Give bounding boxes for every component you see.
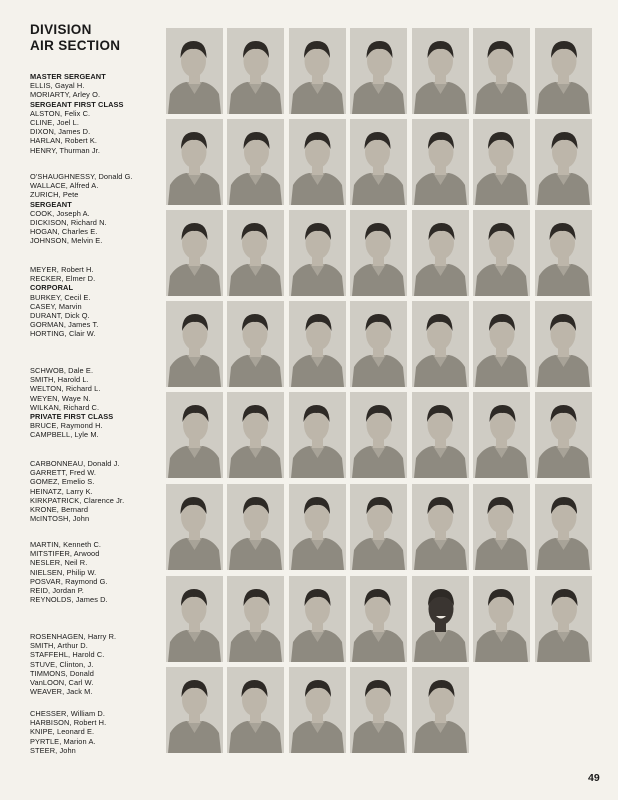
portrait-image — [166, 301, 223, 387]
portrait-photo — [289, 119, 346, 205]
portrait-image — [227, 301, 284, 387]
portrait-photo — [350, 392, 407, 478]
portrait-image — [227, 667, 284, 753]
member-name: WILKAN, Richard C. — [30, 402, 100, 412]
member-name: COOK, Joseph A. — [30, 208, 90, 218]
member-name: DURANT, Dick Q. — [30, 311, 90, 321]
portrait-image — [535, 576, 592, 662]
portrait-photo — [166, 484, 223, 570]
member-name: HARBISON, Robert H. — [30, 718, 107, 728]
member-name: DICKISON, Richard N. — [30, 218, 107, 228]
member-name: ZURICH, Pete — [30, 190, 79, 200]
member-name: STUVE, Clinton, J. — [30, 659, 94, 669]
portrait-image — [166, 119, 223, 205]
member-name: HORTING, Clair W. — [30, 329, 96, 339]
member-name: KNIPE, Leonard E. — [30, 727, 95, 737]
portrait-image — [289, 392, 346, 478]
portrait-image — [350, 119, 407, 205]
member-name: ALSTON, Felix C. — [30, 108, 91, 118]
portrait-image — [412, 301, 469, 387]
portrait-image — [473, 28, 530, 114]
portrait-image — [350, 392, 407, 478]
roster-group — [30, 172, 162, 246]
portrait-image — [166, 576, 223, 662]
member-name: BRUCE, Raymond H. — [30, 421, 103, 431]
member-name: VanLOON, Carl W. — [30, 678, 94, 688]
roster-group — [30, 540, 162, 604]
member-name: REID, Jordan P. — [30, 586, 84, 596]
member-name: MEYER, Robert H. — [30, 265, 94, 274]
portrait-photo — [473, 484, 530, 570]
portrait-photo — [227, 576, 284, 662]
portrait-image — [535, 301, 592, 387]
portrait-image — [289, 301, 346, 387]
portrait-photo — [535, 301, 592, 387]
page-title — [30, 22, 120, 54]
member-name: HARLAN, Robert K. — [30, 136, 98, 146]
portrait-image — [289, 576, 346, 662]
member-name: STEER, John — [30, 745, 76, 755]
member-name: SMITH, Arthur D. — [30, 641, 88, 651]
portrait-photo — [473, 301, 530, 387]
portrait-photo — [412, 119, 469, 205]
member-name: CLINE, Joel L. — [30, 118, 80, 128]
portrait-image — [227, 210, 284, 296]
portrait-image — [227, 576, 284, 662]
member-name: KRONE, Bernard — [30, 505, 89, 515]
portrait-photo — [227, 210, 284, 296]
roster-group — [30, 265, 162, 339]
portrait-photo — [473, 392, 530, 478]
portrait-image — [412, 392, 469, 478]
portrait-photo — [535, 484, 592, 570]
portrait-image — [166, 484, 223, 570]
portrait-image — [473, 484, 530, 570]
portrait-photo — [412, 28, 469, 114]
portrait-photo — [166, 576, 223, 662]
member-name: CARBONNEAU, Donald J. — [30, 459, 120, 468]
portrait-photo — [289, 210, 346, 296]
portrait-image — [350, 210, 407, 296]
portrait-photo — [166, 210, 223, 296]
member-name: RECKER, Elmer D. — [30, 274, 96, 284]
member-name: BURKEY, Cecil E. — [30, 292, 91, 302]
member-name: STAFFEHL, Harold C. — [30, 650, 105, 660]
member-name: ELLIS, Gayal H. — [30, 81, 85, 91]
portrait-image — [289, 484, 346, 570]
portrait-photo — [535, 392, 592, 478]
portrait-image — [412, 576, 469, 662]
portrait-photo — [473, 576, 530, 662]
member-name: NESLER, Neil R. — [30, 558, 88, 568]
member-name: NIELSEN, Philip W. — [30, 567, 97, 577]
portrait-photo — [350, 28, 407, 114]
portrait-image — [227, 484, 284, 570]
portrait-image — [350, 484, 407, 570]
portrait-image — [227, 119, 284, 205]
portrait-photo — [166, 667, 223, 753]
member-name: CHESSER, William D. — [30, 709, 105, 718]
portrait-photo — [412, 392, 469, 478]
portrait-image — [350, 301, 407, 387]
portrait-photo — [473, 210, 530, 296]
portrait-image — [473, 392, 530, 478]
portrait-photo — [473, 119, 530, 205]
portrait-photo — [412, 210, 469, 296]
member-name: PYRTLE, Marion A. — [30, 736, 96, 746]
title-line-2: AIR SECTION — [30, 38, 121, 53]
portrait-photo — [412, 667, 469, 753]
member-name: O'SHAUGHNESSY, Donald G. — [30, 172, 133, 181]
portrait-image — [535, 392, 592, 478]
portrait-image — [289, 210, 346, 296]
rank-heading: SERGEANT FIRST CLASS — [30, 99, 124, 109]
portrait-image — [412, 28, 469, 114]
portrait-photo — [350, 210, 407, 296]
portrait-photo — [227, 484, 284, 570]
rank-heading: PRIVATE FIRST CLASS — [30, 412, 114, 422]
member-name: CAMPBELL, Lyle M. — [30, 430, 99, 440]
member-name: GORMAN, James T. — [30, 320, 99, 330]
portrait-photo — [227, 119, 284, 205]
portrait-photo — [535, 28, 592, 114]
portrait-image — [412, 119, 469, 205]
member-name: WELTON, Richard L. — [30, 384, 101, 394]
portrait-image — [473, 210, 530, 296]
member-name: GARRETT, Fred W. — [30, 468, 97, 478]
portrait-image — [535, 119, 592, 205]
portrait-photo — [289, 484, 346, 570]
portrait-photo — [227, 28, 284, 114]
rank-heading: SERGEANT — [30, 199, 72, 209]
portrait-photo — [166, 301, 223, 387]
member-name: WEAVER, Jack M. — [30, 687, 93, 697]
rank-heading: CORPORAL — [30, 283, 74, 293]
portrait-photo — [166, 28, 223, 114]
member-name: MITSTIFER, Arwood — [30, 549, 100, 559]
portrait-photo — [289, 392, 346, 478]
member-name: HEINATZ, Larry K. — [30, 486, 93, 496]
member-name: TIMMONS, Donald — [30, 668, 94, 678]
member-name: GOMEZ, Emelio S. — [30, 477, 95, 487]
roster-group — [30, 459, 162, 523]
portrait-photo — [350, 301, 407, 387]
portrait-photo — [412, 301, 469, 387]
member-name: DIXON, James D. — [30, 127, 91, 137]
portrait-photo — [289, 301, 346, 387]
portrait-image — [412, 210, 469, 296]
member-name: MORIARTY, Arley O. — [30, 90, 101, 100]
portrait-image — [350, 667, 407, 753]
portrait-photo — [535, 576, 592, 662]
portrait-image — [166, 28, 223, 114]
portrait-image — [350, 576, 407, 662]
portrait-photo — [350, 484, 407, 570]
member-name: HENRY, Thurman Jr. — [30, 145, 100, 155]
portrait-image — [289, 119, 346, 205]
member-name: KIRKPATRICK, Clarence Jr. — [30, 495, 125, 505]
member-name: CASEY, Marvin — [30, 301, 82, 311]
roster-group — [30, 632, 162, 696]
portrait-photo — [289, 667, 346, 753]
portrait-photo — [473, 28, 530, 114]
portrait-photo — [166, 392, 223, 478]
portrait-image — [412, 484, 469, 570]
portrait-image — [227, 392, 284, 478]
member-name: ROSENHAGEN, Harry R. — [30, 632, 117, 641]
roster-group — [30, 366, 162, 440]
member-name: MARTIN, Kenneth C. — [30, 540, 102, 549]
portrait-image — [166, 210, 223, 296]
portrait-photo — [350, 576, 407, 662]
portrait-photo — [227, 301, 284, 387]
portrait-photo — [412, 484, 469, 570]
member-name: WEYEN, Waye N. — [30, 393, 91, 403]
roster-group — [30, 709, 162, 755]
rank-heading: MASTER SERGEANT — [30, 72, 106, 81]
portrait-image — [535, 28, 592, 114]
member-name: WALLACE, Alfred A. — [30, 181, 99, 191]
portrait-image — [289, 667, 346, 753]
portrait-photo — [227, 667, 284, 753]
page-number: 49 — [588, 772, 600, 784]
portrait-photo — [350, 119, 407, 205]
member-name: SMITH, Harold L. — [30, 375, 89, 385]
portrait-image — [289, 28, 346, 114]
portrait-photo — [289, 576, 346, 662]
portrait-image — [473, 119, 530, 205]
member-name: HOGAN, Charles E. — [30, 227, 98, 237]
member-name: JOHNSON, Melvin E. — [30, 236, 103, 246]
portrait-photo — [412, 576, 469, 662]
member-name: McINTOSH, John — [30, 514, 90, 524]
portrait-image — [535, 484, 592, 570]
portrait-photo — [535, 210, 592, 296]
portrait-photo — [535, 119, 592, 205]
portrait-photo — [289, 28, 346, 114]
portrait-image — [166, 392, 223, 478]
portrait-image — [227, 28, 284, 114]
portrait-photo — [227, 392, 284, 478]
portrait-image — [350, 28, 407, 114]
portrait-photo — [350, 667, 407, 753]
portrait-photo — [166, 119, 223, 205]
portrait-image — [412, 667, 469, 753]
title-line-1: DIVISION — [30, 22, 92, 37]
portrait-image — [473, 301, 530, 387]
portrait-image — [535, 210, 592, 296]
member-name: POSVAR, Raymond G. — [30, 576, 108, 586]
member-name: REYNOLDS, James D. — [30, 595, 108, 605]
roster-group — [30, 72, 162, 155]
portrait-image — [166, 667, 223, 753]
member-name: SCHWOB, Dale E. — [30, 366, 94, 375]
portrait-image — [473, 576, 530, 662]
